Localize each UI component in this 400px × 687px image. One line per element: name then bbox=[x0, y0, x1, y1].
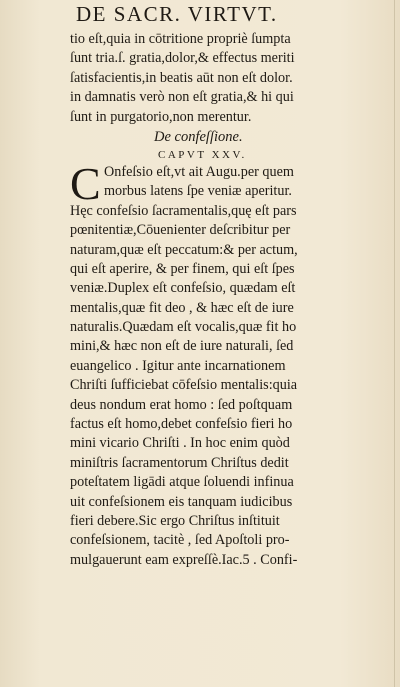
text-line: Hęc confeſsio ſacramentalis,quę eſt pars bbox=[70, 202, 297, 219]
text-line: euangelico . Igitur ante incarnationem bbox=[70, 357, 286, 374]
text-line: factus eſt homo,debet confeſsio fieri ho bbox=[70, 416, 293, 433]
text-line: mulgauerunt eam expreſſè.Iac.5 . Confi- bbox=[70, 551, 298, 568]
text-line: mini vicario Chriſti . In hoc enim quòd bbox=[70, 435, 290, 452]
section-title: De confeſſione. bbox=[154, 128, 243, 145]
running-head: DE SACR. VIRTVT. bbox=[76, 2, 278, 26]
text-line: poteſtatem ligādi atque ſoluendi infinua bbox=[70, 474, 294, 491]
text-line: miniſtris ſacramentorum Chriſtus dedit bbox=[70, 454, 289, 471]
text-line: mentalis,quæ fit deo , & hæc eſt de iure bbox=[70, 299, 294, 316]
text-line: naturalis.Quædam eſt vocalis,quæ fit ho bbox=[70, 319, 297, 336]
text-line: Onfeſsio eſt,vt ait Augu.per quem bbox=[104, 163, 294, 180]
text-line: confeſsionem, tacitè , ſed Apoſtoli pro- bbox=[70, 532, 290, 549]
text-block bbox=[70, 30, 388, 570]
text-line: uit confeſsionem eis tanquam iudicibus bbox=[70, 493, 293, 510]
text-line: qui eſt aperire, & per finem, qui eſt ſpes bbox=[70, 260, 295, 277]
text-line: pœnitentiæ,Cōuenienter deſcribitur per bbox=[70, 222, 291, 239]
text-line: veniæ.Duplex eſt confeſsio, quædam eſt bbox=[70, 280, 296, 297]
text-line: Chriſti ſufficiebat cōfeſsio mentalis:quia bbox=[70, 377, 298, 394]
text-line: naturam,quæ eſt peccatum:& per actum, bbox=[70, 241, 298, 258]
drop-cap-initial: C bbox=[70, 157, 101, 209]
text-line: ſunt tria.ſ. gratia,dolor,& effectus meriti bbox=[70, 50, 295, 67]
text-line: in damnatis verò non eſt gratia,& hi qui bbox=[70, 89, 294, 106]
text-line: deus nondum erat homo : ſed poſtquam bbox=[70, 396, 293, 413]
text-line: ſatisfacientis,in beatis aūt non eſt dolor. bbox=[70, 69, 293, 86]
initial-paragraph bbox=[70, 157, 388, 209]
text-line: fieri debere.Sic ergo Chriſtus inſtituit bbox=[70, 513, 280, 529]
text-line: tio eſt,quia in cōtritione propriè ſumpta bbox=[70, 31, 291, 47]
text-line: ſunt in purgatorio,non merentur. bbox=[70, 108, 252, 125]
chapter-heading: CAPVT XXV. bbox=[158, 148, 247, 161]
text-line: mini,& hæc non eſt de iure naturali, ſed bbox=[70, 338, 294, 355]
page-edge-divider bbox=[394, 0, 395, 687]
text-line: morbus latens ſpe veniæ aperitur. bbox=[104, 183, 292, 200]
